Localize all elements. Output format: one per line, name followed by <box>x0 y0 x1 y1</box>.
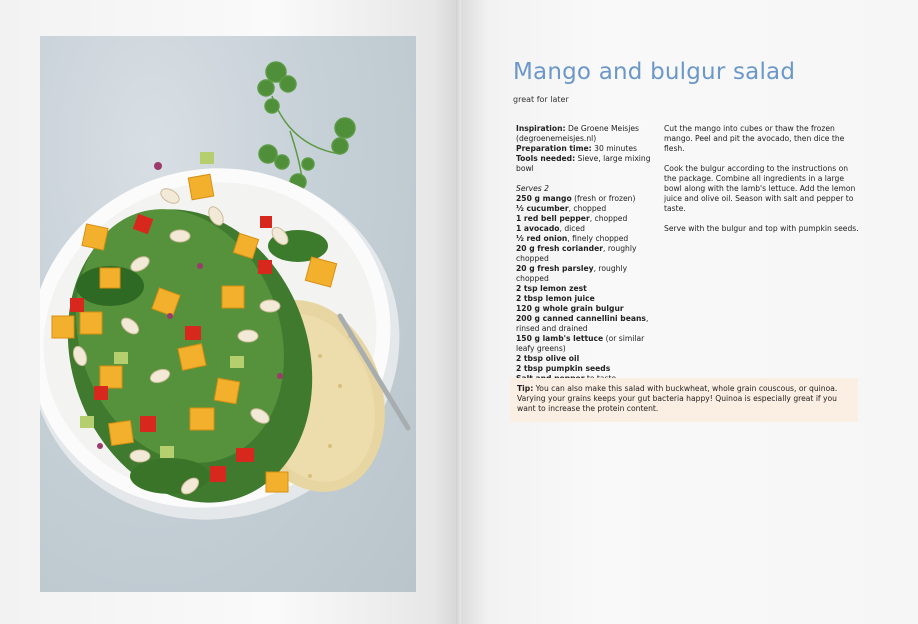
ingredient-detail: (fresh or frozen) <box>571 194 636 203</box>
ingredient-detail: , finely chopped <box>567 234 629 243</box>
inspiration-value: De Groene Meisjes (degroenemeisjes.nl) <box>516 124 639 143</box>
method-column <box>664 124 860 234</box>
inspiration-line <box>516 124 656 144</box>
recipe-title: Mango and bulgur salad <box>513 59 796 85</box>
ingredient-name: 2 tsp lemon zest <box>516 284 587 293</box>
tip-text: You can also make this salad with buckwheat, whole grain couscous, or quinoa. Varying your grains keeps your gut bacteria happy! Quinoa is especially great if you want to increase the protein content. <box>517 384 838 413</box>
ingredient-detail: , diced <box>559 224 585 233</box>
ingredient-detail: , chopped <box>568 204 607 213</box>
tip-label: Tip: <box>517 384 534 393</box>
ingredient-list <box>516 194 656 384</box>
ingredient-name: 20 g fresh parsley <box>516 264 594 273</box>
method-step: Cut the mango into cubes or thaw the frozen mango. Peel and pit the avocado, then dice the flesh. <box>664 124 845 153</box>
salad-photo <box>40 36 416 592</box>
ingredient-name: 2 tbsp olive oil <box>516 354 580 363</box>
ingredient-detail: , roughly chopped <box>516 244 637 263</box>
ingredient-item <box>516 224 656 234</box>
ingredient-item <box>516 214 656 224</box>
recipe-subtitle: great for later <box>513 95 569 104</box>
method-step: Cook the bulgur according to the instructions on the package. Combine all ingredients in a large bowl along with the lamb's lettuce. Add the lemon juice and olive oil. Season with salt and pepper to taste. <box>664 164 856 213</box>
ingredient-item <box>516 354 656 364</box>
ingredients-column <box>516 124 656 384</box>
tip-box <box>510 378 858 422</box>
ingredient-name: 120 g whole grain bulgur <box>516 304 624 313</box>
ingredient-item <box>516 234 656 244</box>
ingredient-item <box>516 294 656 304</box>
ingredient-name: 20 g fresh coriander <box>516 244 603 253</box>
ingredient-item <box>516 194 656 204</box>
coriander-sprig <box>258 62 355 196</box>
ingredient-detail: , chopped <box>589 214 628 223</box>
tools-line <box>516 154 656 174</box>
ingredient-item <box>516 334 656 354</box>
inspiration-label: Inspiration: <box>516 124 566 133</box>
tools-value: Sieve, large mixing bowl <box>516 154 651 173</box>
ingredient-item <box>516 264 656 284</box>
ingredient-name: ½ cucumber <box>516 204 569 213</box>
prep-time-line <box>516 144 656 154</box>
ingredient-item <box>516 314 656 334</box>
left-page <box>0 0 456 624</box>
tools-label: Tools needed: <box>516 154 576 163</box>
ingredient-name: 2 tbsp pumpkin seeds <box>516 364 611 373</box>
ingredient-detail: (or similar leafy greens) <box>516 334 645 353</box>
ingredient-name: 1 avocado <box>516 224 560 233</box>
ingredient-name: 200 g canned cannellini beans <box>516 314 646 323</box>
ingredient-detail: , roughly chopped <box>516 264 628 283</box>
ingredient-name: ½ red onion <box>516 234 568 243</box>
prep-time-label: Preparation time: <box>516 144 592 153</box>
method-step: Serve with the bulgur and top with pumpkin seeds. <box>664 224 859 233</box>
ingredient-name: 250 g mango <box>516 194 572 203</box>
prep-time-value: 30 minutes <box>591 144 637 153</box>
salad-illustration <box>40 36 416 592</box>
ingredient-detail: , rinsed and drained <box>516 314 649 333</box>
ingredient-name: 150 g lamb's lettuce <box>516 334 604 343</box>
ingredient-item <box>516 284 656 294</box>
ingredient-item <box>516 204 656 214</box>
ingredient-item <box>516 304 656 314</box>
ingredient-name: 1 red bell pepper <box>516 214 590 223</box>
serves-label <box>516 184 656 194</box>
ingredient-item <box>516 244 656 264</box>
serves-text: Serves 2 <box>516 184 549 193</box>
ingredient-item <box>516 364 656 374</box>
ingredient-name: 2 tbsp lemon juice <box>516 294 595 303</box>
